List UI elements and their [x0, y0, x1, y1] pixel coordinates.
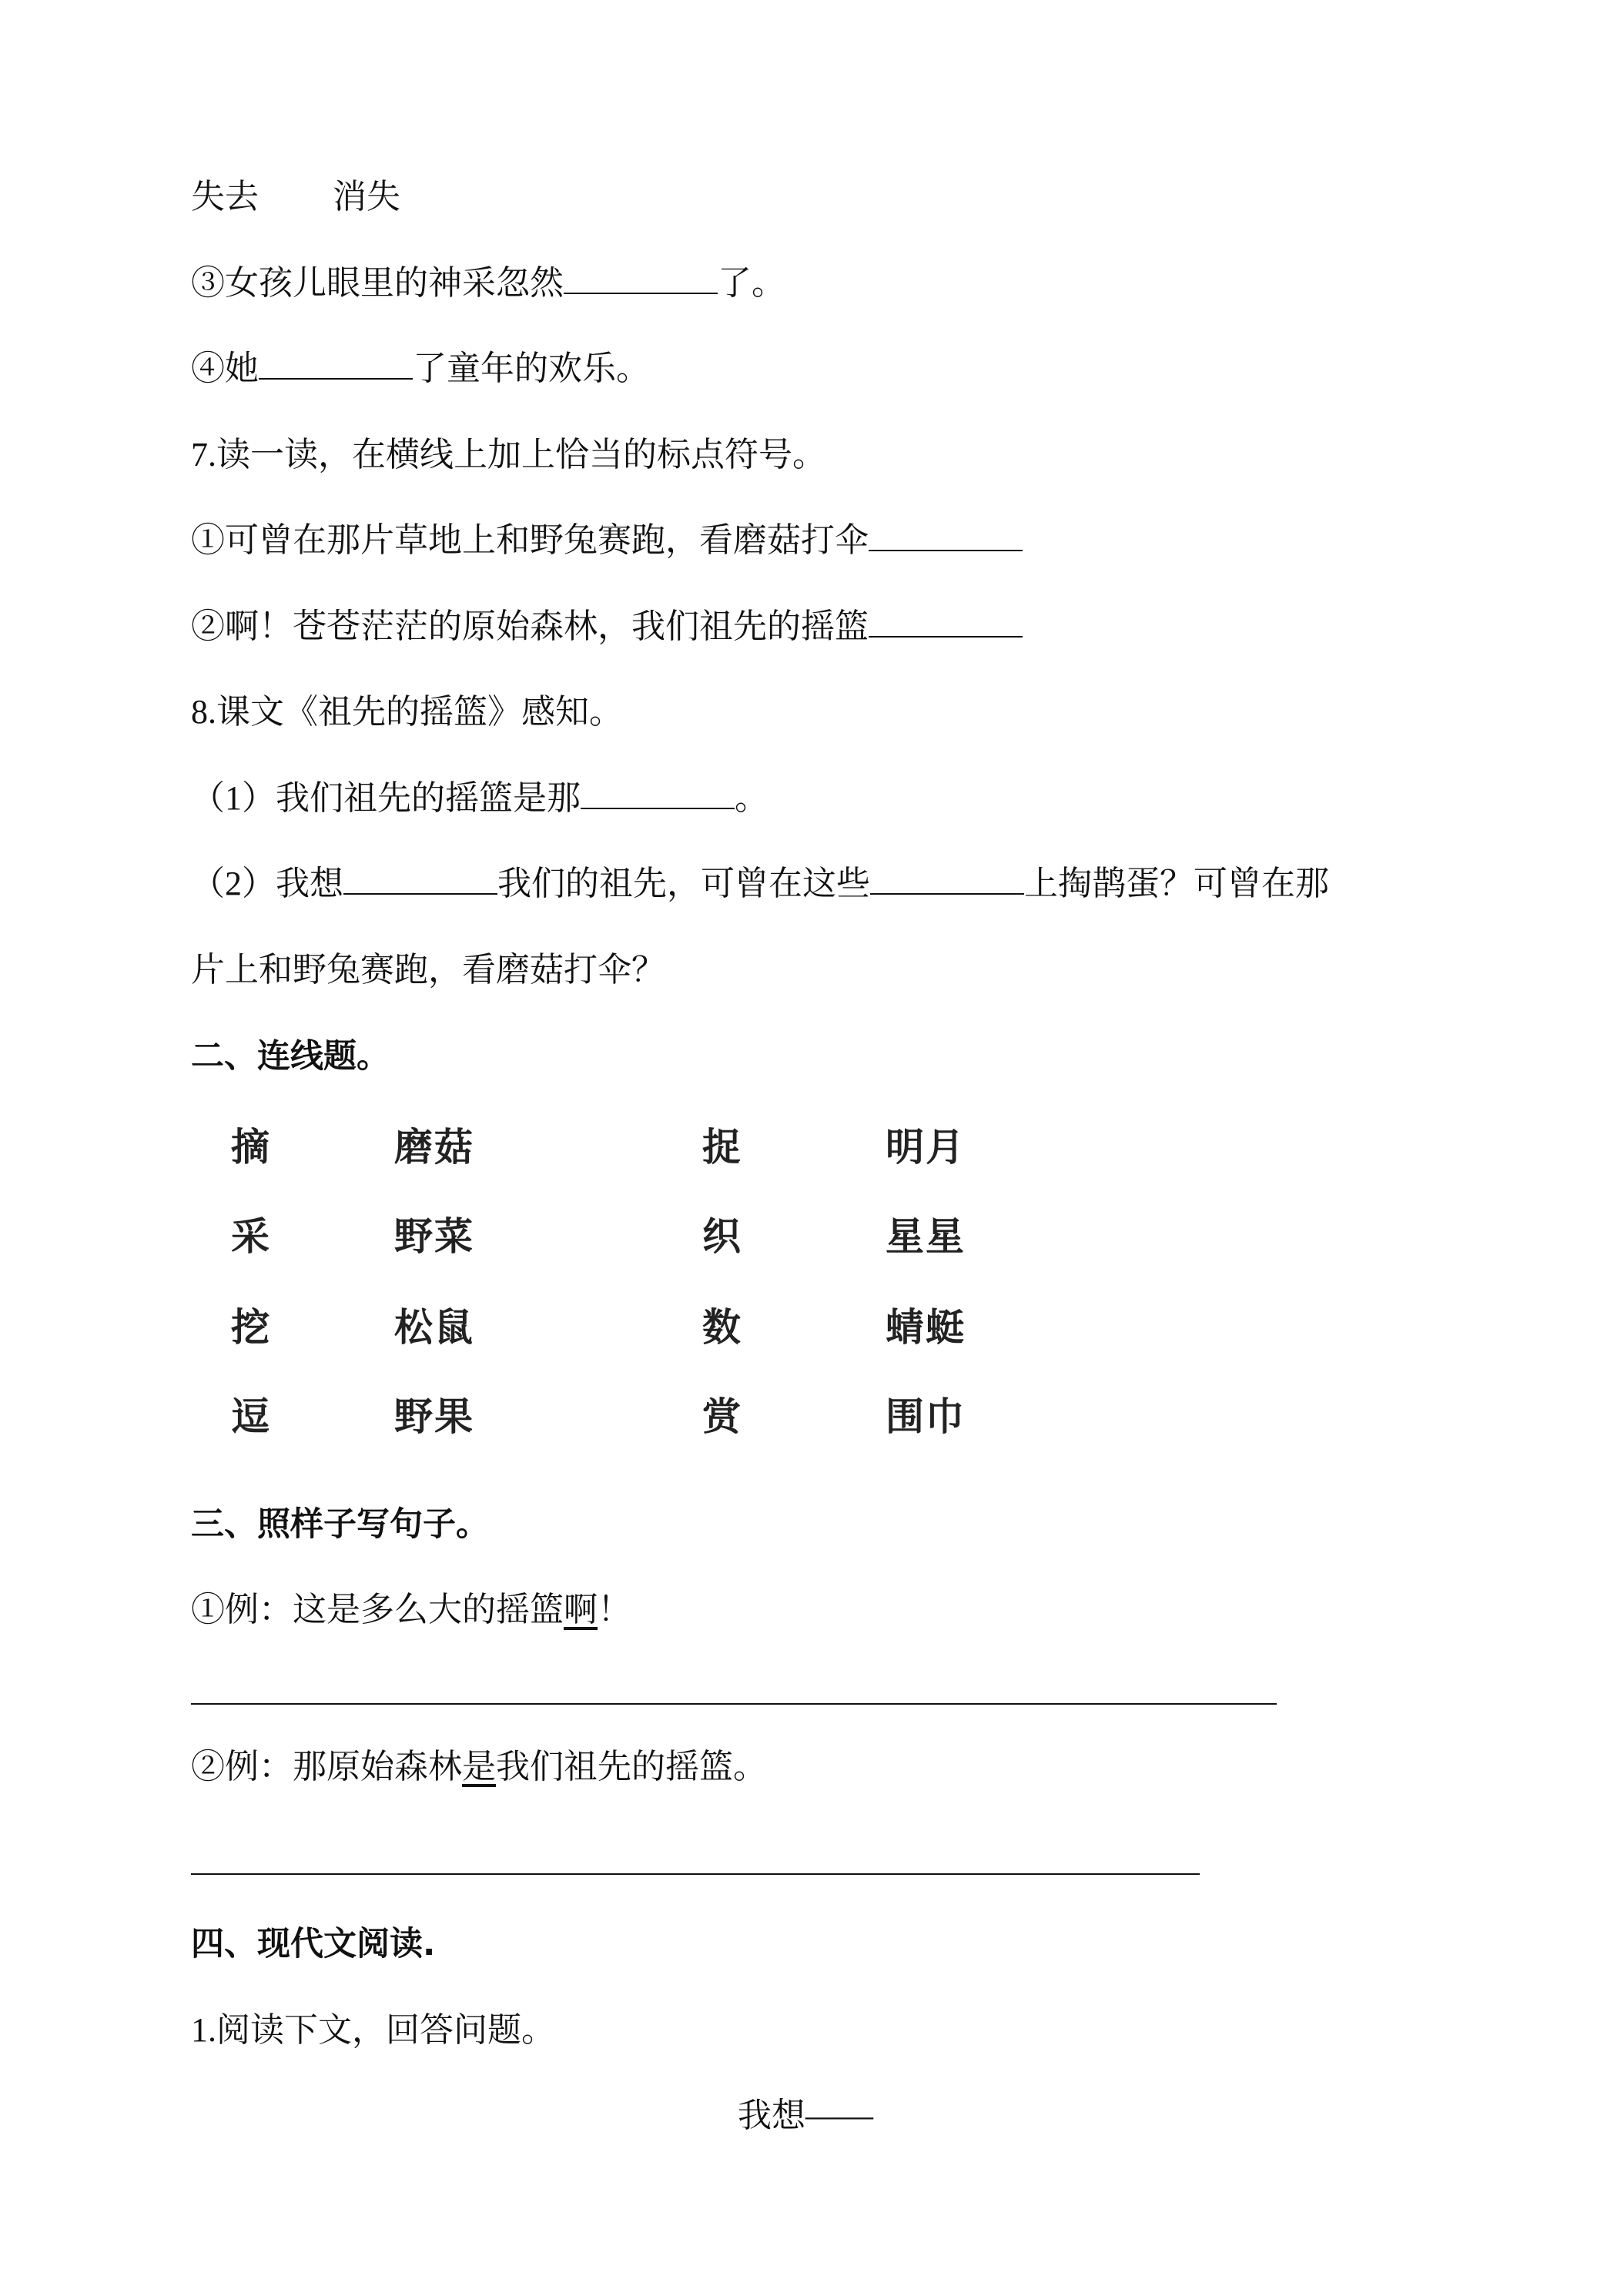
example-2: [191, 1745, 767, 1789]
example-1-underlined: 啊: [564, 1591, 598, 1628]
sentence-4-text: ④她: [191, 350, 259, 387]
match-item[interactable]: 蜻蜓: [886, 1305, 966, 1350]
fill-blank[interactable]: [581, 778, 735, 809]
section-3-heading: 三、照样子写句子。: [191, 1505, 489, 1544]
q8-part-1-end: 。: [735, 779, 768, 817]
q8-part-1: [191, 777, 768, 820]
q8-part-2-continued: 片上和野兔赛跑，看磨菇打伞？: [191, 951, 665, 989]
answer-line-2[interactable]: [191, 1873, 1200, 1875]
fill-blank[interactable]: [564, 263, 718, 294]
example-2-underlined: 是: [462, 1748, 496, 1786]
match-item[interactable]: 捉: [702, 1125, 742, 1170]
fill-blank[interactable]: [343, 864, 497, 895]
match-item[interactable]: 松鼠: [394, 1305, 474, 1350]
sentence-3-text: ③女孩儿眼里的神采忽然: [191, 264, 564, 302]
reading-question-1: 1.阅读下文，回答问题。: [191, 2011, 555, 2049]
q8-part-2-text-a: （2）我想: [191, 865, 343, 902]
word-option-2: 消失: [333, 178, 400, 216]
match-item[interactable]: 围巾: [886, 1394, 966, 1439]
q7-sentence-2-text: ②啊！苍苍茫茫的原始森林，我们祖先的摇篮: [191, 607, 869, 645]
match-item[interactable]: 明月: [886, 1125, 966, 1170]
sentence-4: [191, 347, 650, 390]
match-item[interactable]: 逗: [231, 1394, 271, 1439]
match-item[interactable]: 织: [702, 1214, 742, 1259]
fill-blank[interactable]: [870, 864, 1024, 895]
q8-part-2-text-c: 上掏鹊蛋？可曾在那: [1024, 865, 1329, 902]
match-item[interactable]: 赏: [702, 1394, 742, 1439]
sentence-4-end: 了童年的欢乐。: [413, 350, 650, 387]
match-item[interactable]: 野菜: [394, 1214, 474, 1259]
example-2-text: ②例：那原始森林: [191, 1748, 462, 1786]
q8-part-2-text-b: 我们的祖先，可曾在这些: [497, 865, 870, 902]
q7-sentence-2: [191, 605, 1023, 648]
word-option-1: 失去: [191, 178, 259, 216]
match-item[interactable]: 挖: [231, 1305, 271, 1350]
example-1-text: ①例：这是多么大的摇篮: [191, 1591, 564, 1628]
question-8-title: 8.课文《祖先的摇篮》感知。: [191, 693, 623, 731]
match-item[interactable]: 摘: [231, 1125, 271, 1170]
question-7-title: 7.读一读，在横线上加上恰当的标点符号。: [191, 436, 826, 474]
example-1-end: ！: [598, 1591, 631, 1628]
sentence-3: [191, 262, 785, 305]
match-item[interactable]: 数: [702, 1305, 742, 1350]
punctuation-blank[interactable]: [869, 607, 1023, 638]
answer-line-1[interactable]: [191, 1703, 1277, 1705]
section-4-heading: 四、现代文阅读.: [191, 1925, 436, 1963]
fill-blank[interactable]: [259, 349, 413, 380]
match-item[interactable]: 磨菇: [394, 1125, 474, 1170]
match-item[interactable]: 采: [231, 1214, 271, 1259]
sentence-3-end: 了。: [718, 264, 785, 302]
example-2-end: 我们祖先的摇篮。: [496, 1748, 767, 1786]
section-2-heading: 二、连线题。: [191, 1037, 390, 1076]
q8-part-2: [191, 862, 1329, 905]
match-item[interactable]: 星星: [886, 1214, 966, 1259]
q7-sentence-1: [191, 519, 1023, 562]
q8-part-1-text: （1）我们祖先的摇篮是那: [191, 779, 581, 817]
word-options: [191, 176, 400, 219]
match-item[interactable]: 野果: [394, 1394, 474, 1439]
punctuation-blank[interactable]: [869, 520, 1023, 551]
q7-sentence-1-text: ①可曾在那片草地上和野兔赛跑，看磨菇打伞: [191, 521, 869, 559]
passage-title: 我想——: [738, 2097, 873, 2134]
example-1: [191, 1588, 631, 1632]
